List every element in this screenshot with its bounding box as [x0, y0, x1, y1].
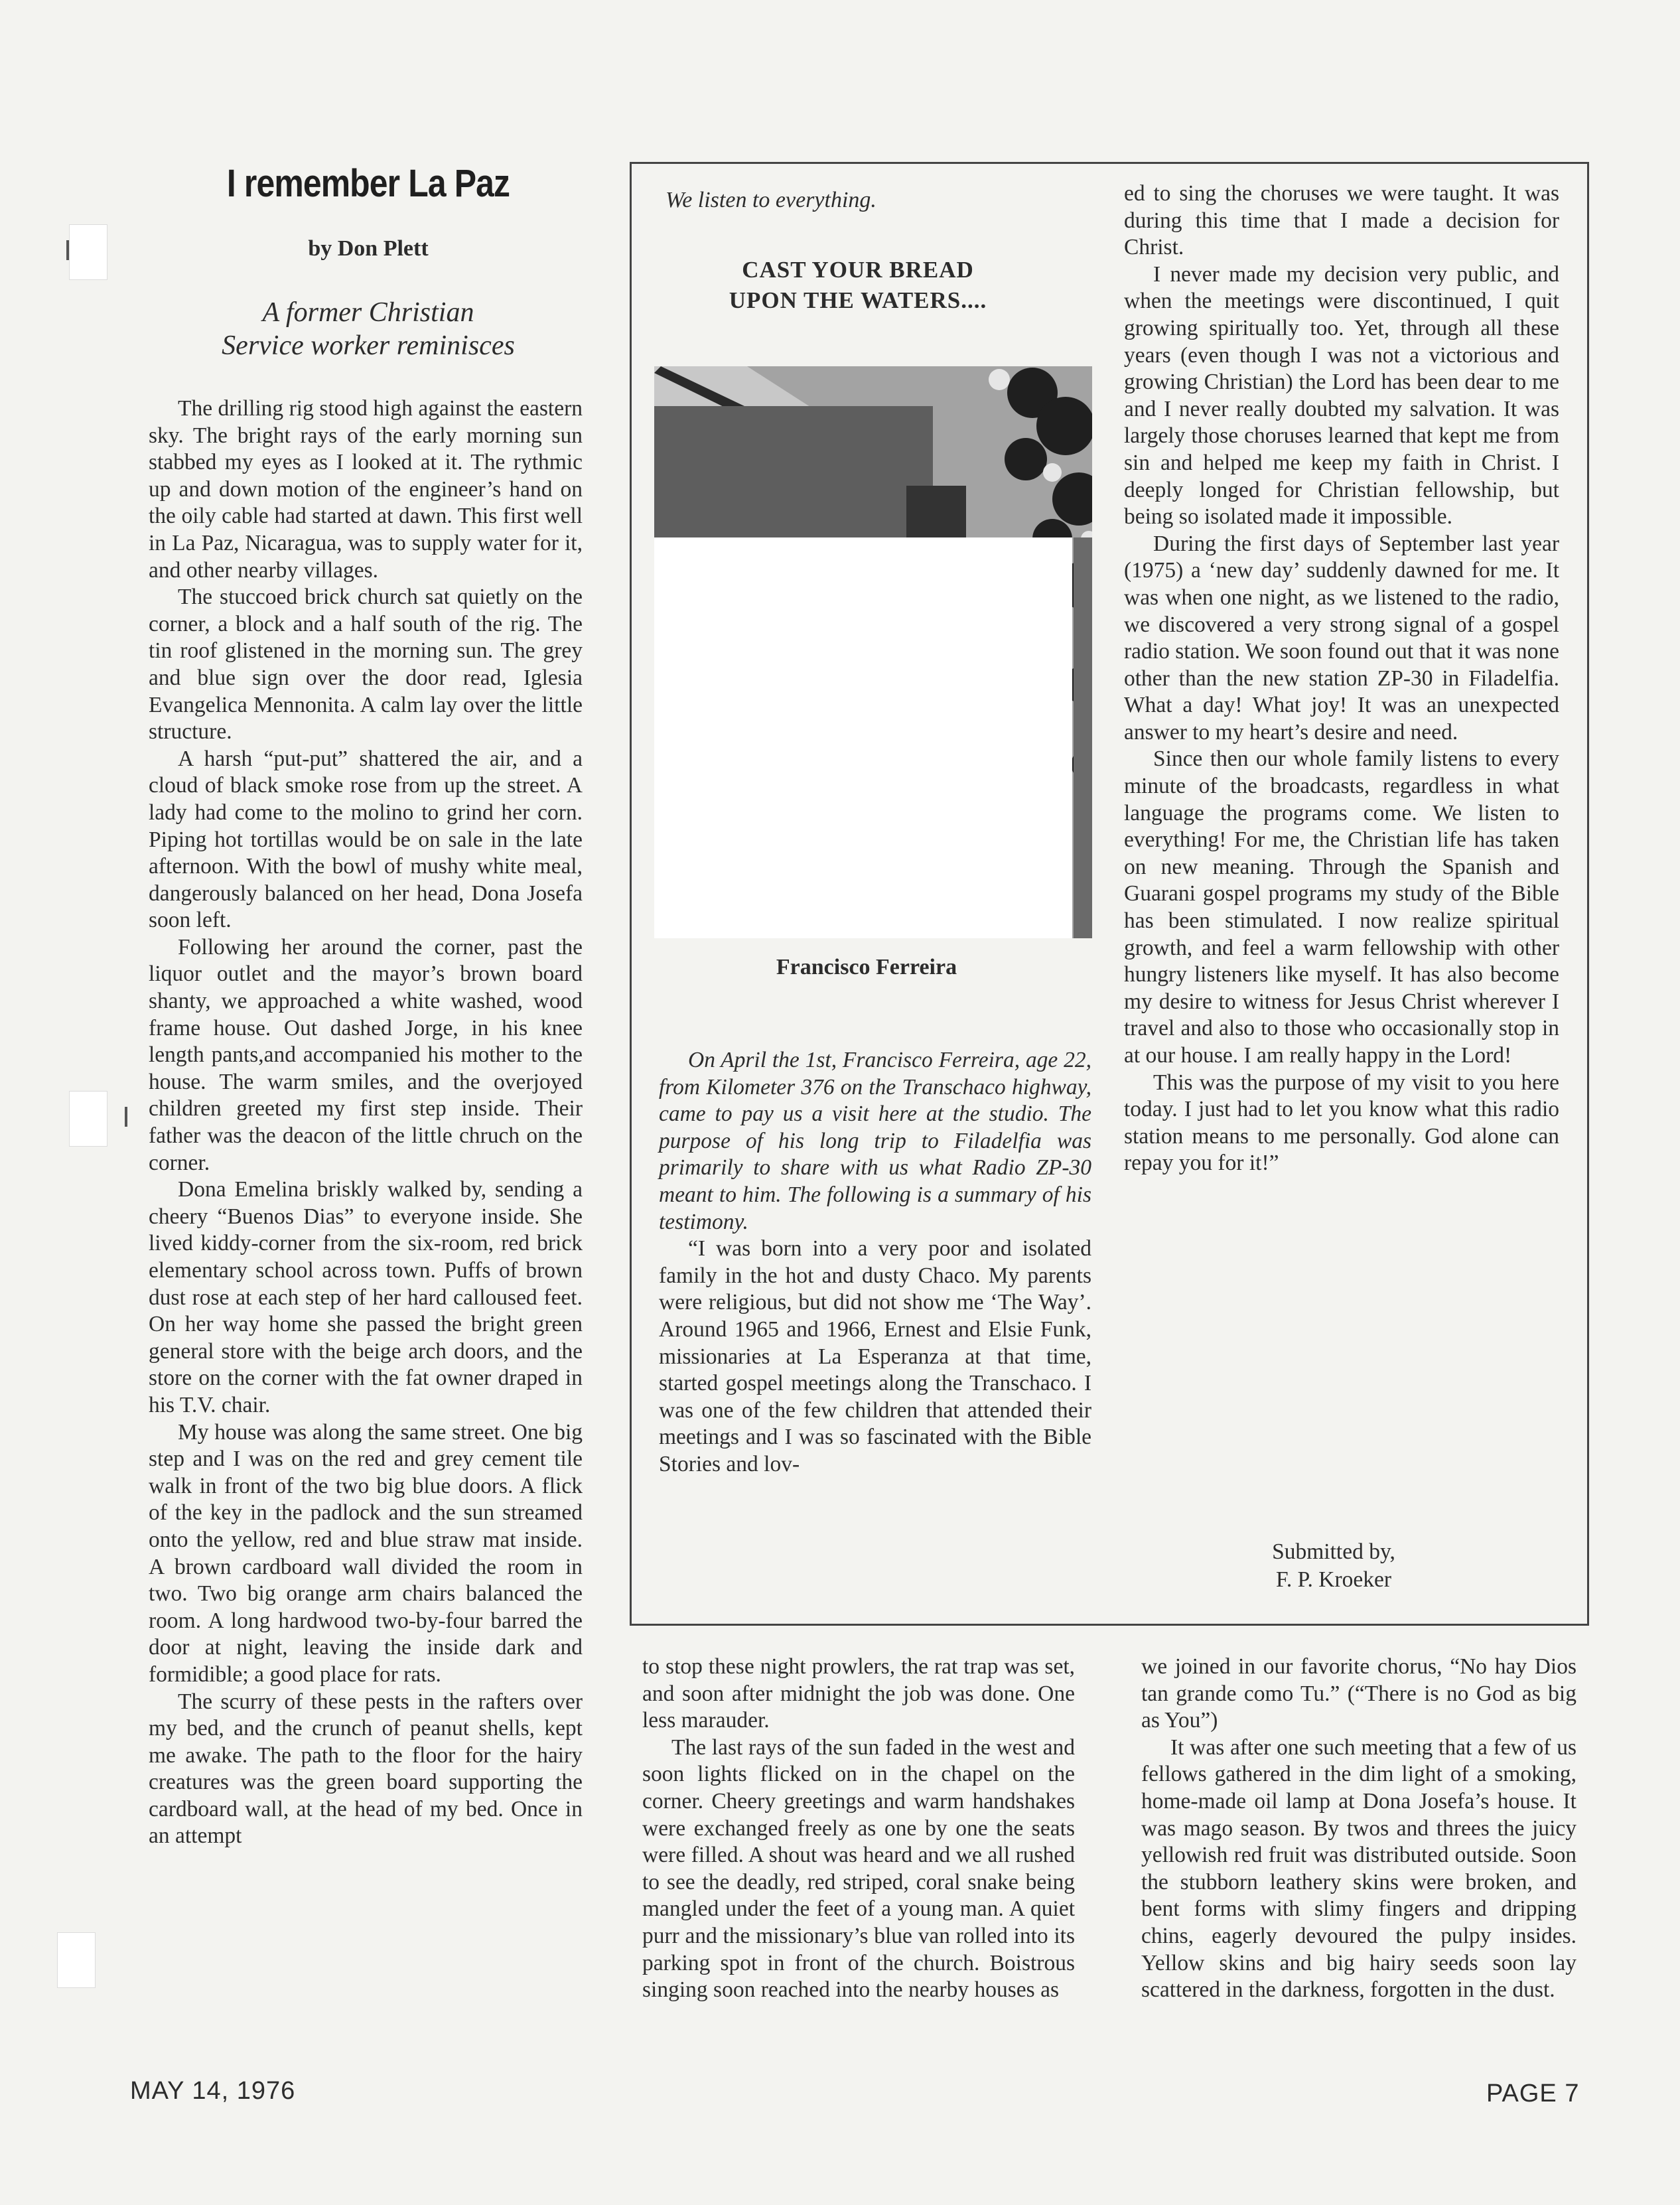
box-paragraph: This was the purpose of my visit to you here today. I just had to let you know what this radio station means to me personally. God alone can repay you for it!”: [1124, 1070, 1559, 1176]
submitted-label: Submitted by,: [1272, 1539, 1395, 1564]
box-paragraph: “I was born into a very poor and isolated family in the hot and dusty Chaco. My parents were religious, but did not show me ‘The Way’. Around 1965 and 1966, Ernest and Elsie Funk, missionaries at La Esperanza at that time, started gospel meetings along the Transchaco. I was one of the few children that attended their meetings and I was so fascinated with the Bible Stories and lov-: [659, 1236, 1091, 1476]
binder-hole-top: [69, 224, 107, 280]
box-paragraph: ed to sing the choruses we were taught. It was during this time that I made a decision for Christ.: [1124, 181, 1559, 260]
article-paragraph: The stuccoed brick church sat quietly on the corner, a block and a half south of the rig. The tin roof glistened in the morning sun. The grey and blue sign over the door read, Iglesia Evangelica Mennonita. A calm lay over the little structure.: [149, 585, 583, 745]
box-paragraph: During the first days of September last year (1975) a ‘new day’ suddenly dawned for me. It was when one night, as we listened to the radio, we discovered a very strong signal of a gospel radio station. We soon found out that it was none other than the new station ZP-30 in Filadelfia. What a day! What joy! It was an unexpected answer to my heart’s desire and need.: [1124, 531, 1559, 745]
article-paragraph: The scurry of these pests in the rafters over my bed, and the crunch of peanut shells, kept me awake. The path to the floor for the hairy creatures was the green board supporting the cardboard wall, at the head of my bed. Once in an attempt: [149, 1689, 583, 1849]
box-kicker: We listen to everything.: [665, 188, 876, 212]
article-subtitle: [179, 296, 557, 362]
box-headline-line: CAST YOUR BREAD: [742, 257, 974, 283]
article-paragraph: The last rays of the sun faded in the west and soon lights flicked on in the chapel on the corner. Cheery greetings and warm handshakes were exchanged freely as one by one the seats were filled. A shout was heard and we all rushed to see the deadly, red striped, coral snake being mangled under the feet of a young man. A quiet purr and the missionary’s blue van rolled into its parking spot in front of the church. Boistrous singing soon reached into the nearby houses as: [642, 1735, 1075, 2003]
article-column-3: [1141, 1654, 1576, 2004]
binder-hole-mark: [125, 1107, 127, 1127]
article-paragraph: A harsh “put-put” shattered the air, and a cloud of black smoke rose from up the street. A lady had come to the molino to grind her corn. Piping hot tortillas would be on sale in the late afternoon. With the bowl of mushy white meal, dangerously balanced on her head, Dona Josefa soon left.: [149, 746, 583, 933]
footer-page-number: PAGE 7: [1486, 2080, 1580, 2107]
article-paragraph: My house was along the same street. One big step and I was on the red and grey cement tile walk in front of the two big blue doors. A flick of the key in the padlock and the sun streamed onto the yellow, red and blue straw mat inside. A brown cardboard wall divided the room in two. Two big orange arm chairs balanced the room. A long hardwood two-by-four barred the door at night, leaving the inside dark and formidible; a good place for rats.: [149, 1419, 583, 1687]
article-column-2: [642, 1654, 1075, 2004]
portrait-photo: [654, 366, 1092, 938]
submitted-by: [1214, 1538, 1453, 1594]
article-paragraph: we joined in our favorite chorus, “No hay Dios tan grande como Tu.” (“There is no God as big as You”): [1141, 1654, 1576, 1733]
article-column-1: [149, 395, 583, 1850]
box-intro: On April the 1st, Francisco Ferreira, age 22, from Kilometer 376 on the Transchaco highway, came to pay us a visit here at the studio. The purpose of his long trip to Filadelfia was primarily to share with us what Radio ZP-30 meant to him. The following is a summary of his testimony.: [659, 1048, 1091, 1234]
box-paragraph: I never made my decision very public, and when the meetings were discontinued, I quit growing spiritually too. Yet, through all these years (even though I was not a victorious and growing Christian) the Lord has been dear to me and I never really doubted my salvation. It was largely those choruses learned that kept me from sin and helped me keep my faith in Christ. I deeply longed for Christian fellowship, but being so isolated made it impossible.: [1124, 261, 1559, 530]
subtitle-line: A former Christian: [262, 297, 474, 328]
box-left-column: [659, 1047, 1091, 1478]
binder-hole-bottom: [57, 1932, 96, 1988]
box-right-column: [1124, 180, 1559, 1177]
article-paragraph: Following her around the corner, past the liquor outlet and the mayor’s brown board shanty, we approached a white washed, wood frame house. Out dashed Jorge, in his knee length pants,and accompanied his mother to the house. The warm smiles, and the overjoyed children greeted my first step inside. Their father was the deacon of the little chruch on the corner.: [149, 934, 583, 1175]
footer-date: MAY 14, 1976: [130, 2077, 296, 2105]
binder-hole-middle: [69, 1091, 107, 1147]
submitted-name: F. P. Kroeker: [1275, 1567, 1392, 1592]
box-headline-line: UPON THE WATERS....: [729, 287, 987, 313]
article-paragraph: to stop these night prowlers, the rat trap was set, and soon after midnight the job was done. One less marauder.: [642, 1654, 1075, 1733]
article-paragraph: It was after one such meeting that a few of us fellows gathered in the dim light of a smoking, home-made oil lamp at Dona Josefa’s house. It was mago season. By twos and threes the juicy yellowish red fruit was distributed outside. Soon the stubborn leathery skins were broken, and bent forms with slimy fingers and dripping chins, eagerly devoured the pulpy insides. Yellow skins and big hairy seeds soon lay scattered in the darkness, forgotten in the dust.: [1141, 1735, 1576, 2003]
box-paragraph: Since then our whole family listens to every minute of the broadcasts, regardless in what language the programs come. We listen to everything! For me, the Christian life has taken on new meaning. Through the Spanish and Guarani gospel programs my study of the Bible has been stimulated. I now realize spiritual growth, and feel a warm fellowship with other hungry listeners like myself. It has also become my desire to witness for Jesus Christ wherever I travel and also to those who occasionally stop in at our house. I am really happy in the Lord!: [1124, 747, 1559, 1068]
photo-caption: Francisco Ferreira: [776, 955, 957, 979]
article-paragraph: The drilling rig stood high against the eastern sky. The bright rays of the early morning sun stabbed my eyes as I looked at it. The rythmic up and down motion of the engineer’s hand on the oily cable had started at dawn. This first well in La Paz, Nicaragua, was to supply water for it, and other nearby villages.: [149, 396, 583, 583]
article-byline: by Don Plett: [308, 236, 429, 261]
article-title: I remember La Paz: [226, 162, 510, 205]
article-paragraph: Dona Emelina briskly walked by, sending a cheery “Buenos Dias” to everyone inside. She lived kiddy-corner from the six-room, red brick elementary school across town. Puffs of brown dust rose at each step of her hard calloused feet. On her way home she passed the bright green general store with the beige arch doors, and the store on the corner with the fat owner draped in his T.V. chair.: [149, 1177, 583, 1417]
box-headline: [652, 255, 1064, 316]
binder-hole-mark: [66, 240, 69, 260]
subtitle-line: Service worker reminisces: [222, 330, 515, 361]
photo-blank-area: [654, 537, 1072, 938]
